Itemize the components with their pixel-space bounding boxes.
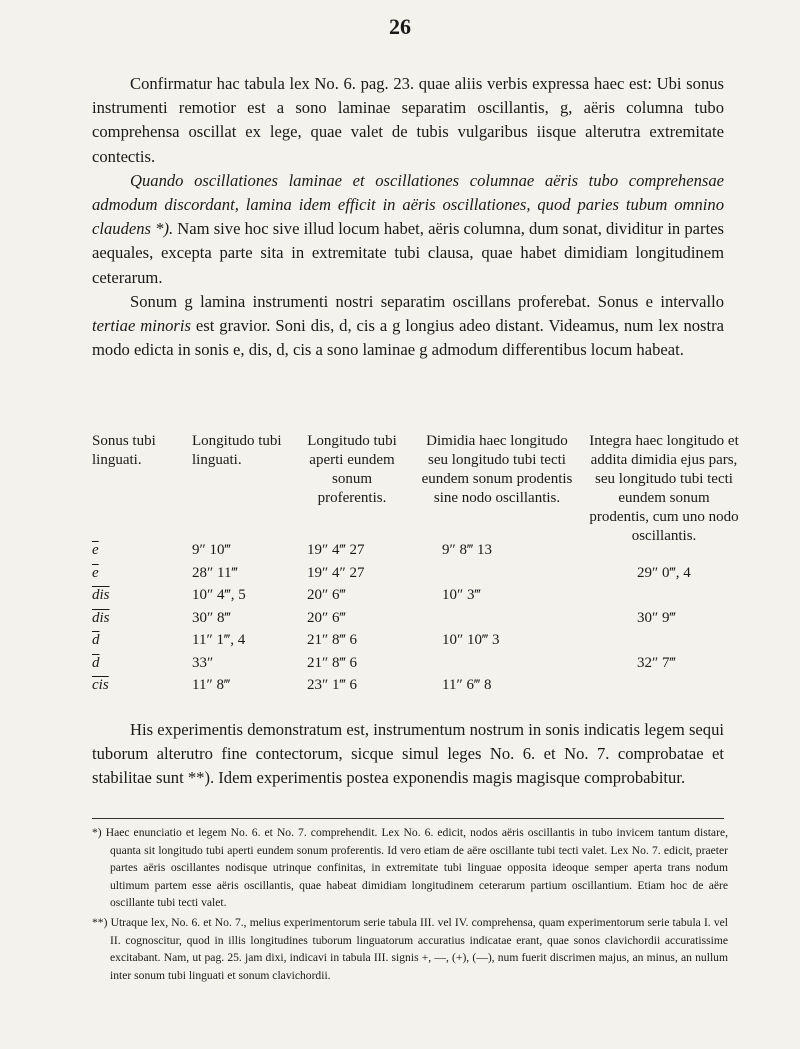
col-header-sonus: Sonus tubi linguati.: [92, 433, 156, 468]
table-cell-sonus: $\overline{d}$: [92, 632, 100, 648]
col-header-longitudo-aperti: Longitudo tubi aperti eundem sonum proferentis.: [307, 433, 397, 506]
table-row: [92, 565, 732, 587]
page-number: 26: [389, 14, 411, 39]
table-cell-c2: 10″ 4‴, 5: [192, 587, 246, 603]
footnote-rule: [92, 818, 724, 819]
table-cell-c2: 33″: [192, 654, 214, 671]
table-cell-c3: 19″ 4‴ 27: [307, 542, 365, 558]
table-cell-c3: 21″ 8‴ 6: [307, 632, 357, 648]
paragraph-3-b: tertiae minoris: [92, 316, 191, 336]
footnote-2: **) Utraque lex, No. 6. et No. 7., melius experimentorum serie tabula III. vel IV. comprehensa, quam experimentorum serie tabula I. vel II. cognoscitur, quod in illis longitudines tuborum linguatorum accuratius indicatae erant, quae sonos clavichordii accuratissime excitabant. Nam, ut pag. 25. jam dixi, indicavi in tabula III. signis +, —, (+), (—), num fuerit discrimen majus, an minus, an nullum inter sonum tubi linguati et sonum clavichordii.: [92, 915, 728, 982]
after-table-text: [92, 718, 724, 791]
table-cell-c5: 32″ 7‴: [637, 654, 676, 671]
paragraph-1: Confirmatur hac tabula lex No. 6. pag. 23. quae aliis verbis expressa haec est: Ubi sonus instrumenti remotior est a sono laminae separatim oscillantis, g, aëris columna tubo comprehensa oscillat ex lege, quae valet de tubis vulgaribus iisque alterutra extremitate contectis.: [92, 74, 724, 166]
table-cell-c4: 9″ 8‴ 13: [442, 542, 492, 558]
table-cell-sonus: $\overline{cis}$: [92, 677, 109, 693]
table-row: [92, 632, 732, 654]
table-cell-c3: 20″ 6‴: [307, 609, 346, 626]
table-cell-c2: 9″ 10‴: [192, 542, 231, 558]
table-row: [92, 677, 732, 699]
table-cell-sonus: $\overline{dis}$: [92, 609, 110, 626]
paragraph-3-a: Sonum g lamina instrumenti nostri separatim oscillans proferebat. Sonus e intervallo: [130, 291, 724, 311]
table-cell-c3: 19″ 4″ 27: [307, 564, 365, 581]
table-cell-c2: 28″ 11‴: [192, 564, 238, 581]
table-cell-c3: 23″ 1‴ 6: [307, 677, 357, 693]
col-header-dimidia: Dimidia haec longitudo seu longitudo tubi tecti eundem sonum prodentis sine nodo oscillantis.: [421, 433, 573, 506]
table-row: [92, 655, 732, 677]
paragraph-2: [92, 169, 724, 290]
table-cell-sonus: $\overline{dis}$: [92, 587, 110, 603]
table-row: [92, 587, 732, 609]
paragraph-2-italic: Quando oscillationes laminae et oscillationes columnae aëris tubo comprehensae admodum discordant, lamina idem efficit in aëris oscillationes, quod paries tubum omnino claudens *).: [92, 170, 724, 239]
main-text: [92, 72, 724, 362]
table-cell-sonus: $\overline{e}$: [92, 542, 99, 558]
paragraph-conclusion: His experimentis demonstratum est, instrumentum nostrum in sonis indicatis legem sequi tuborum alterutro fine contectorum, sicque simul leges No. 6. et No. 7. comprobatae et stabilitae sunt **). Idem experimentis postea exponendis magis magisque comprobabitur.: [92, 720, 724, 788]
table-cell-c2: 30″ 8‴: [192, 609, 231, 626]
table-cell-c4: 11″ 6‴ 8: [442, 677, 492, 693]
table-cell-sonus: $\overline{e}$: [92, 564, 99, 581]
table-row: [92, 542, 732, 564]
table-cell-c4: 10″ 10‴ 3: [442, 632, 500, 648]
table-cell-sonus: $\overline{d}$: [92, 654, 100, 671]
footnote-1: *) Haec enunciatio et legem No. 6. et No. 7. comprehendit. Lex No. 6. edicit, nodos aëris oscillantis in tubo invicem tantum distare, quanta sit longitudo tubi aperti eundem sonum proferentis. Id vero etiam de aëre oscillante tubi tecti valet. Lex No. 7. edicit, praeter partes aëris oscillantes nodisque utrinque confinitas, in extremitate tubi linguae opposita ideoque semper aperta trans nodum ultimum partem esse aëris oscillantis, quae habeat dimidiam longitudinem ceterarum partium oscillantium. Etiam hoc de aëre oscillante tubi tecti valet.: [92, 826, 728, 910]
paragraph-3: [92, 290, 724, 363]
table-cell-c5: 29″ 0‴, 4: [637, 564, 691, 581]
table-row: [92, 610, 732, 632]
col-header-integra: Integra haec longitudo et addita dimidia ejus pars, seu longitudo tubi tecti eundem sonum prodentis, cum uno nodo oscillantis.: [589, 433, 739, 544]
table-cell-c4: 10″ 3‴: [442, 587, 481, 603]
table-cell-c2: 11″ 8‴: [192, 677, 231, 693]
table-cell-c3: 21″ 8‴ 6: [307, 654, 357, 671]
col-header-longitudo-linguati: Longitudo tubi linguati.: [192, 433, 282, 468]
paragraph-2-rest: Nam sive hoc sive illud locum habet, aëris columna, dum sonat, dividitur in partes aequales, excepta parte sita in extremitate tubi clausa, quae habet dimidiam longitudinem ceterarum.: [92, 219, 725, 287]
footnotes: [92, 824, 728, 986]
table-cell-c5: 30″ 9‴: [637, 609, 676, 626]
table-cell-c2: 11″ 1‴, 4: [192, 632, 246, 648]
paragraph-3-c: est gravior. Soni dis, d, cis a g longius adeo distant. Videamus, num lex nostra modo edicta in sonis e, dis, d, cis a sono laminae g admodum differentibus locum habeat.: [92, 316, 724, 360]
table-cell-c3: 20″ 6‴: [307, 587, 346, 603]
